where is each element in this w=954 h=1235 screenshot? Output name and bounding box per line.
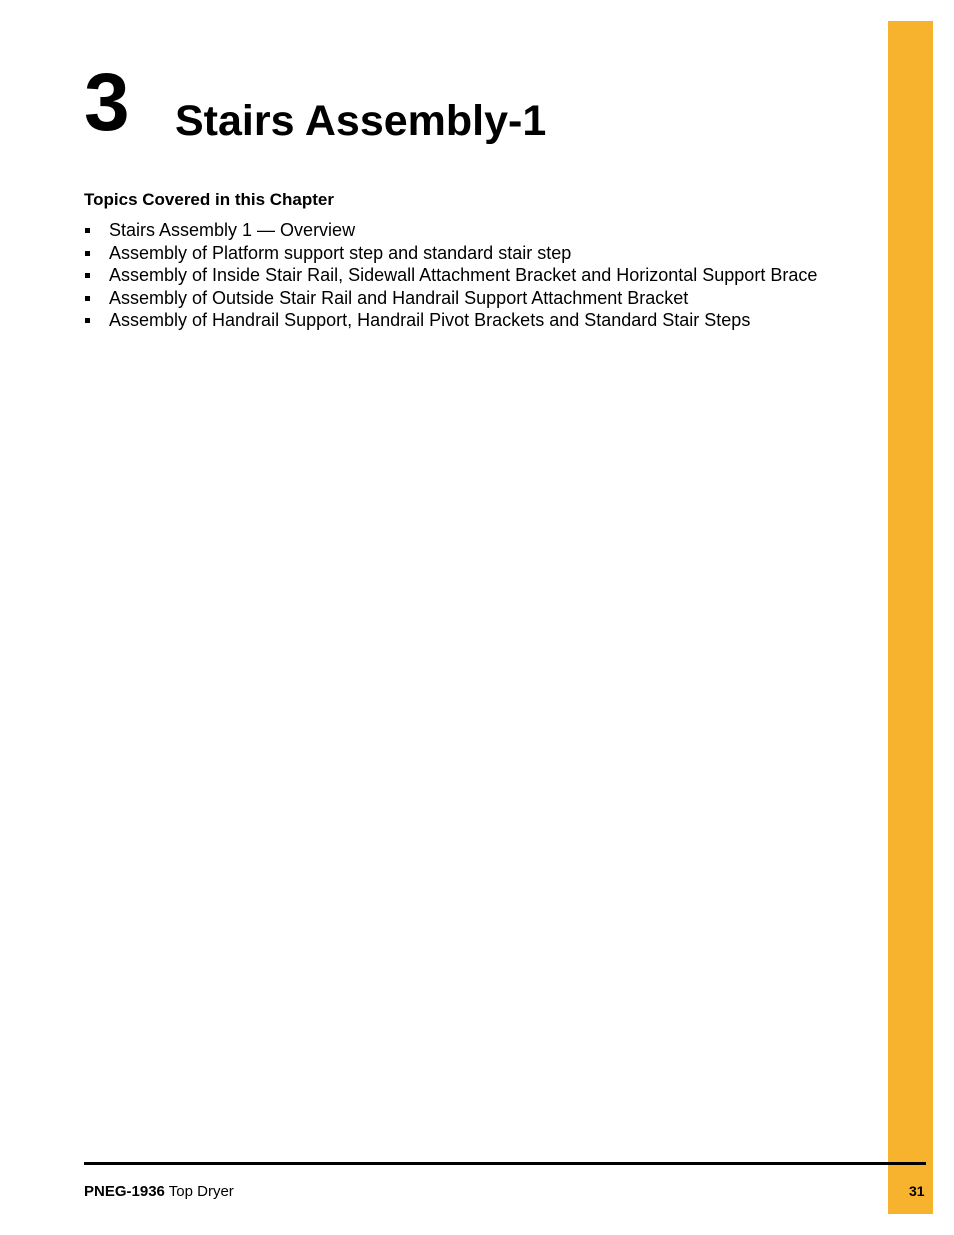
chapter-side-tab (888, 21, 933, 1214)
chapter-number: 3 (84, 57, 130, 148)
list-item (84, 287, 817, 310)
chapter-title: Stairs Assembly-1 (175, 97, 547, 145)
list-item-text: Assembly of Inside Stair Rail, Sidewall Attachment Bracket and Horizontal Support Brace (109, 265, 818, 285)
list-item (84, 309, 817, 332)
footer-document-info (84, 1183, 234, 1200)
list-item-text: Stairs Assembly 1 — Overview (109, 220, 356, 240)
list-item-text: Assembly of Handrail Support, Handrail Pivot Brackets and Standard Stair Steps (109, 310, 751, 330)
topics-heading: Topics Covered in this Chapter (84, 190, 335, 209)
list-item (84, 219, 817, 242)
document-name: Top Dryer (168, 1183, 234, 1200)
bullet-icon (85, 228, 90, 233)
list-item (84, 264, 817, 287)
bullet-icon (85, 318, 90, 323)
list-item (84, 242, 817, 265)
list-item-text: Assembly of Outside Stair Rail and Handrail Support Attachment Bracket (109, 287, 689, 308)
bullet-icon (85, 296, 90, 301)
bullet-icon (85, 251, 90, 256)
list-item-text: Assembly of Platform support step and standard stair step (109, 242, 572, 263)
topics-list (84, 219, 817, 332)
bullet-icon (85, 273, 90, 278)
page-number: 31 (909, 1183, 925, 1199)
footer-divider (84, 1162, 926, 1165)
document-code: PNEG-1936 (84, 1183, 165, 1200)
